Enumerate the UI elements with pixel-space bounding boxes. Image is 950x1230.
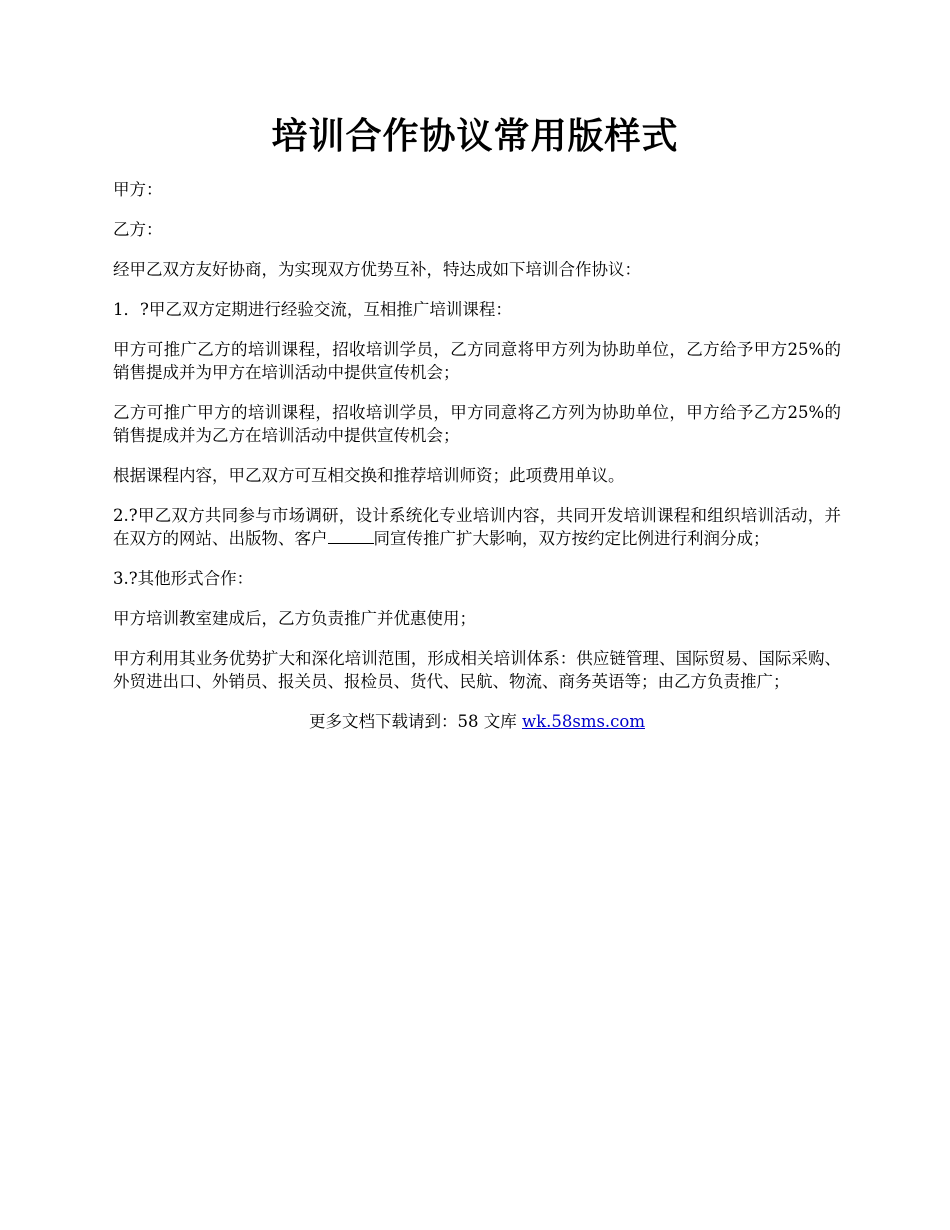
- clause-1-item-b: 乙方可推广甲方的培训课程，招收培训学员，甲方同意将乙方列为协助单位，甲方给予乙方25%的销售提成并为乙方在培训活动中提供宣传机会；: [113, 403, 841, 445]
- clause-1-item-c: 根据课程内容，甲乙双方可互相交换和推荐培训师资；此项费用单议。: [113, 466, 625, 485]
- document-body: [113, 178, 841, 733]
- document-title: 培训合作协议常用版样式: [271, 115, 679, 157]
- clause-3-heading: 3.?其他形式合作：: [113, 569, 254, 588]
- clause-2-text-after: 同宣传推广扩大影响，双方按约定比例进行利润分成；: [373, 529, 770, 548]
- clause-1-heading: 1．?甲乙双方定期进行经验交流，互相推广培训课程：: [113, 300, 512, 319]
- intro-paragraph: 经甲乙双方友好协商，为实现双方优势互补，特达成如下培训合作协议：: [113, 260, 641, 279]
- clause-2-paragraph: [113, 504, 841, 550]
- party-a-line: 甲方：: [113, 180, 163, 199]
- party-b-line: 乙方：: [113, 220, 163, 239]
- fill-in-blank: [328, 527, 374, 544]
- footer-prefix: 更多文档下载请到：58 文库: [308, 712, 522, 731]
- clause-1-item-a: 甲方可推广乙方的培训课程，招收培训学员，乙方同意将甲方列为协助单位，乙方给予甲方25%的销售提成并为甲方在培训活动中提供宣传机会；: [113, 340, 841, 382]
- clause-2-text-before: 2.?甲乙双方共同参与市场调研，设计系统化专业培训内容，共同开发培训课程和组织培训活动，并在双方的网站、出版物、客户: [113, 506, 841, 548]
- clause-3-item-a: 甲方培训教室建成后，乙方负责推广并优惠使用；: [113, 609, 476, 628]
- clause-3-item-b: 甲方利用其业务优势扩大和深化培训范围，形成相关培训体系：供应链管理、国际贸易、国际采购、外贸进出口、外销员、报关员、报检员、货代、民航、物流、商务英语等；由乙方负责推广；: [113, 649, 841, 691]
- footer-link[interactable]: wk.58sms.com: [521, 712, 645, 731]
- download-footer: [113, 710, 841, 733]
